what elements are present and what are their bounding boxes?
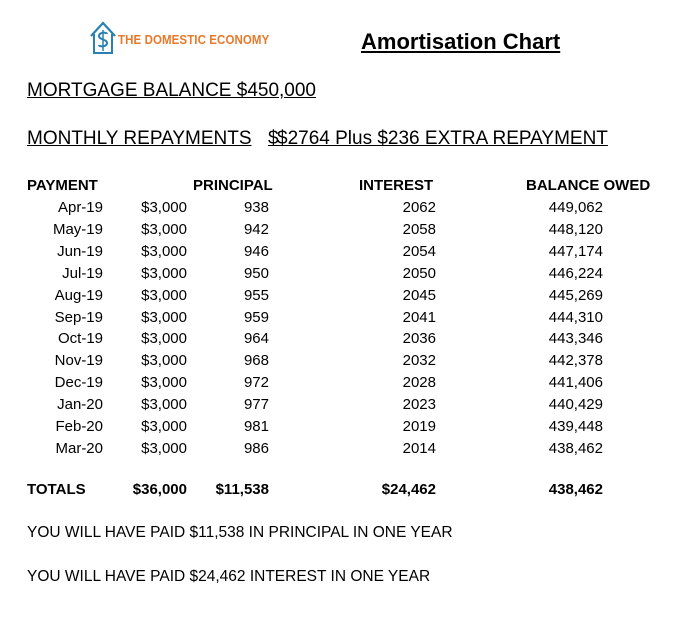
cell-payment-amount: $3,000 bbox=[141, 374, 187, 392]
cell-payment-amount: $3,000 bbox=[141, 286, 187, 304]
cell-payment-amount: $3,000 bbox=[141, 199, 187, 216]
cell-principal: 972 bbox=[243, 374, 269, 392]
cell-balance: 443,346 bbox=[548, 330, 603, 348]
cell-principal: 977 bbox=[243, 396, 269, 414]
cell-interest: 2019 bbox=[402, 418, 436, 435]
cell-month: Mar-20 bbox=[55, 439, 103, 457]
cell-interest: 2041 bbox=[402, 308, 436, 326]
mortgage-balance: MORTGAGE BALANCE $450,000 bbox=[27, 80, 316, 101]
cell-principal: 986 bbox=[243, 439, 269, 457]
house-money-icon bbox=[88, 18, 118, 56]
principal-note: YOU WILL HAVE PAID $11,538 IN PRINCIPAL IN ONE YEAR bbox=[27, 524, 453, 541]
cell-payment-amount: $3,000 bbox=[141, 352, 187, 370]
cell-payment-amount: $3,000 bbox=[141, 264, 187, 282]
totals-amount: $36,000 bbox=[132, 481, 187, 498]
cell-month: May-19 bbox=[52, 220, 103, 238]
cell-payment-amount: $3,000 bbox=[141, 439, 187, 457]
cell-month: Apr-19 bbox=[57, 199, 103, 216]
cell-balance: 448,120 bbox=[548, 220, 603, 238]
cell-principal: 946 bbox=[243, 242, 269, 260]
cell-balance: 441,406 bbox=[548, 374, 603, 392]
cell-month: Sep-19 bbox=[54, 308, 103, 326]
cell-interest: 2054 bbox=[402, 242, 436, 260]
monthly-repayments-label: MONTHLY REPAYMENTS bbox=[27, 128, 252, 149]
cell-month: Aug-19 bbox=[54, 286, 103, 304]
cell-principal: 964 bbox=[243, 330, 269, 348]
cell-month: Dec-19 bbox=[54, 374, 103, 392]
totals-principal: $11,538 bbox=[215, 481, 269, 498]
cell-principal: 968 bbox=[243, 352, 269, 370]
logo-text: THE DOMESTIC ECONOMY bbox=[118, 33, 270, 47]
page-title: Amortisation Chart bbox=[361, 29, 561, 54]
cell-balance: 446,224 bbox=[548, 264, 603, 282]
header-payment: PAYMENT bbox=[27, 177, 98, 194]
cell-balance: 444,310 bbox=[548, 308, 603, 326]
monthly-repayments-value: $2764 Plus $236 EXTRA REPAYMENT bbox=[277, 128, 608, 149]
logo bbox=[88, 18, 278, 56]
cell-payment-amount: $3,000 bbox=[141, 242, 187, 260]
cell-interest: 2058 bbox=[402, 220, 436, 238]
cell-month: Feb-20 bbox=[55, 418, 103, 435]
cell-interest: 2023 bbox=[402, 396, 436, 414]
totals-label: TOTALS bbox=[27, 481, 86, 498]
totals-balance: 438,462 bbox=[548, 481, 603, 498]
cell-balance: 438,462 bbox=[548, 439, 603, 457]
cell-payment-amount: $3,000 bbox=[141, 418, 187, 435]
header-principal: PRINCIPAL bbox=[193, 177, 273, 194]
cell-payment-amount: $3,000 bbox=[141, 308, 187, 326]
totals-interest: $24,462 bbox=[381, 481, 436, 498]
cell-balance: 445,269 bbox=[548, 286, 603, 304]
cell-principal: 950 bbox=[243, 264, 269, 282]
cell-interest: 2032 bbox=[402, 352, 436, 370]
header-interest: INTEREST bbox=[359, 177, 434, 194]
cell-principal: 938 bbox=[243, 199, 269, 216]
cell-interest: 2050 bbox=[402, 264, 436, 282]
cell-month: Nov-19 bbox=[54, 352, 103, 370]
cell-balance: 439,448 bbox=[548, 418, 603, 435]
cell-interest: 2036 bbox=[402, 330, 436, 348]
cell-month: Oct-19 bbox=[57, 330, 103, 348]
cell-interest: 2062 bbox=[402, 199, 436, 216]
cell-month: Jan-20 bbox=[57, 396, 103, 414]
cell-balance: 447,174 bbox=[548, 242, 603, 260]
interest-note: YOU WILL HAVE PAID $24,462 INTEREST IN ONE YEAR bbox=[27, 568, 431, 585]
cell-interest: 2014 bbox=[402, 439, 436, 457]
cell-month: Jun-19 bbox=[57, 242, 103, 260]
cell-principal: 942 bbox=[243, 220, 269, 238]
cell-payment-amount: $3,000 bbox=[141, 220, 187, 238]
cell-balance: 449,062 bbox=[548, 199, 603, 216]
cell-principal: 981 bbox=[243, 418, 269, 435]
cell-principal: 959 bbox=[243, 308, 269, 326]
header-balance: BALANCE OWED bbox=[526, 177, 651, 194]
cell-interest: 2045 bbox=[402, 286, 436, 304]
cell-month: Jul-19 bbox=[62, 264, 103, 282]
cell-overflow-fragment: $ bbox=[268, 128, 279, 149]
cell-balance: 440,429 bbox=[548, 396, 603, 414]
cell-payment-amount: $3,000 bbox=[141, 396, 187, 414]
cell-principal: 955 bbox=[243, 286, 269, 304]
cell-payment-amount: $3,000 bbox=[141, 330, 187, 348]
cell-balance: 442,378 bbox=[548, 352, 603, 370]
cell-interest: 2028 bbox=[402, 374, 436, 392]
